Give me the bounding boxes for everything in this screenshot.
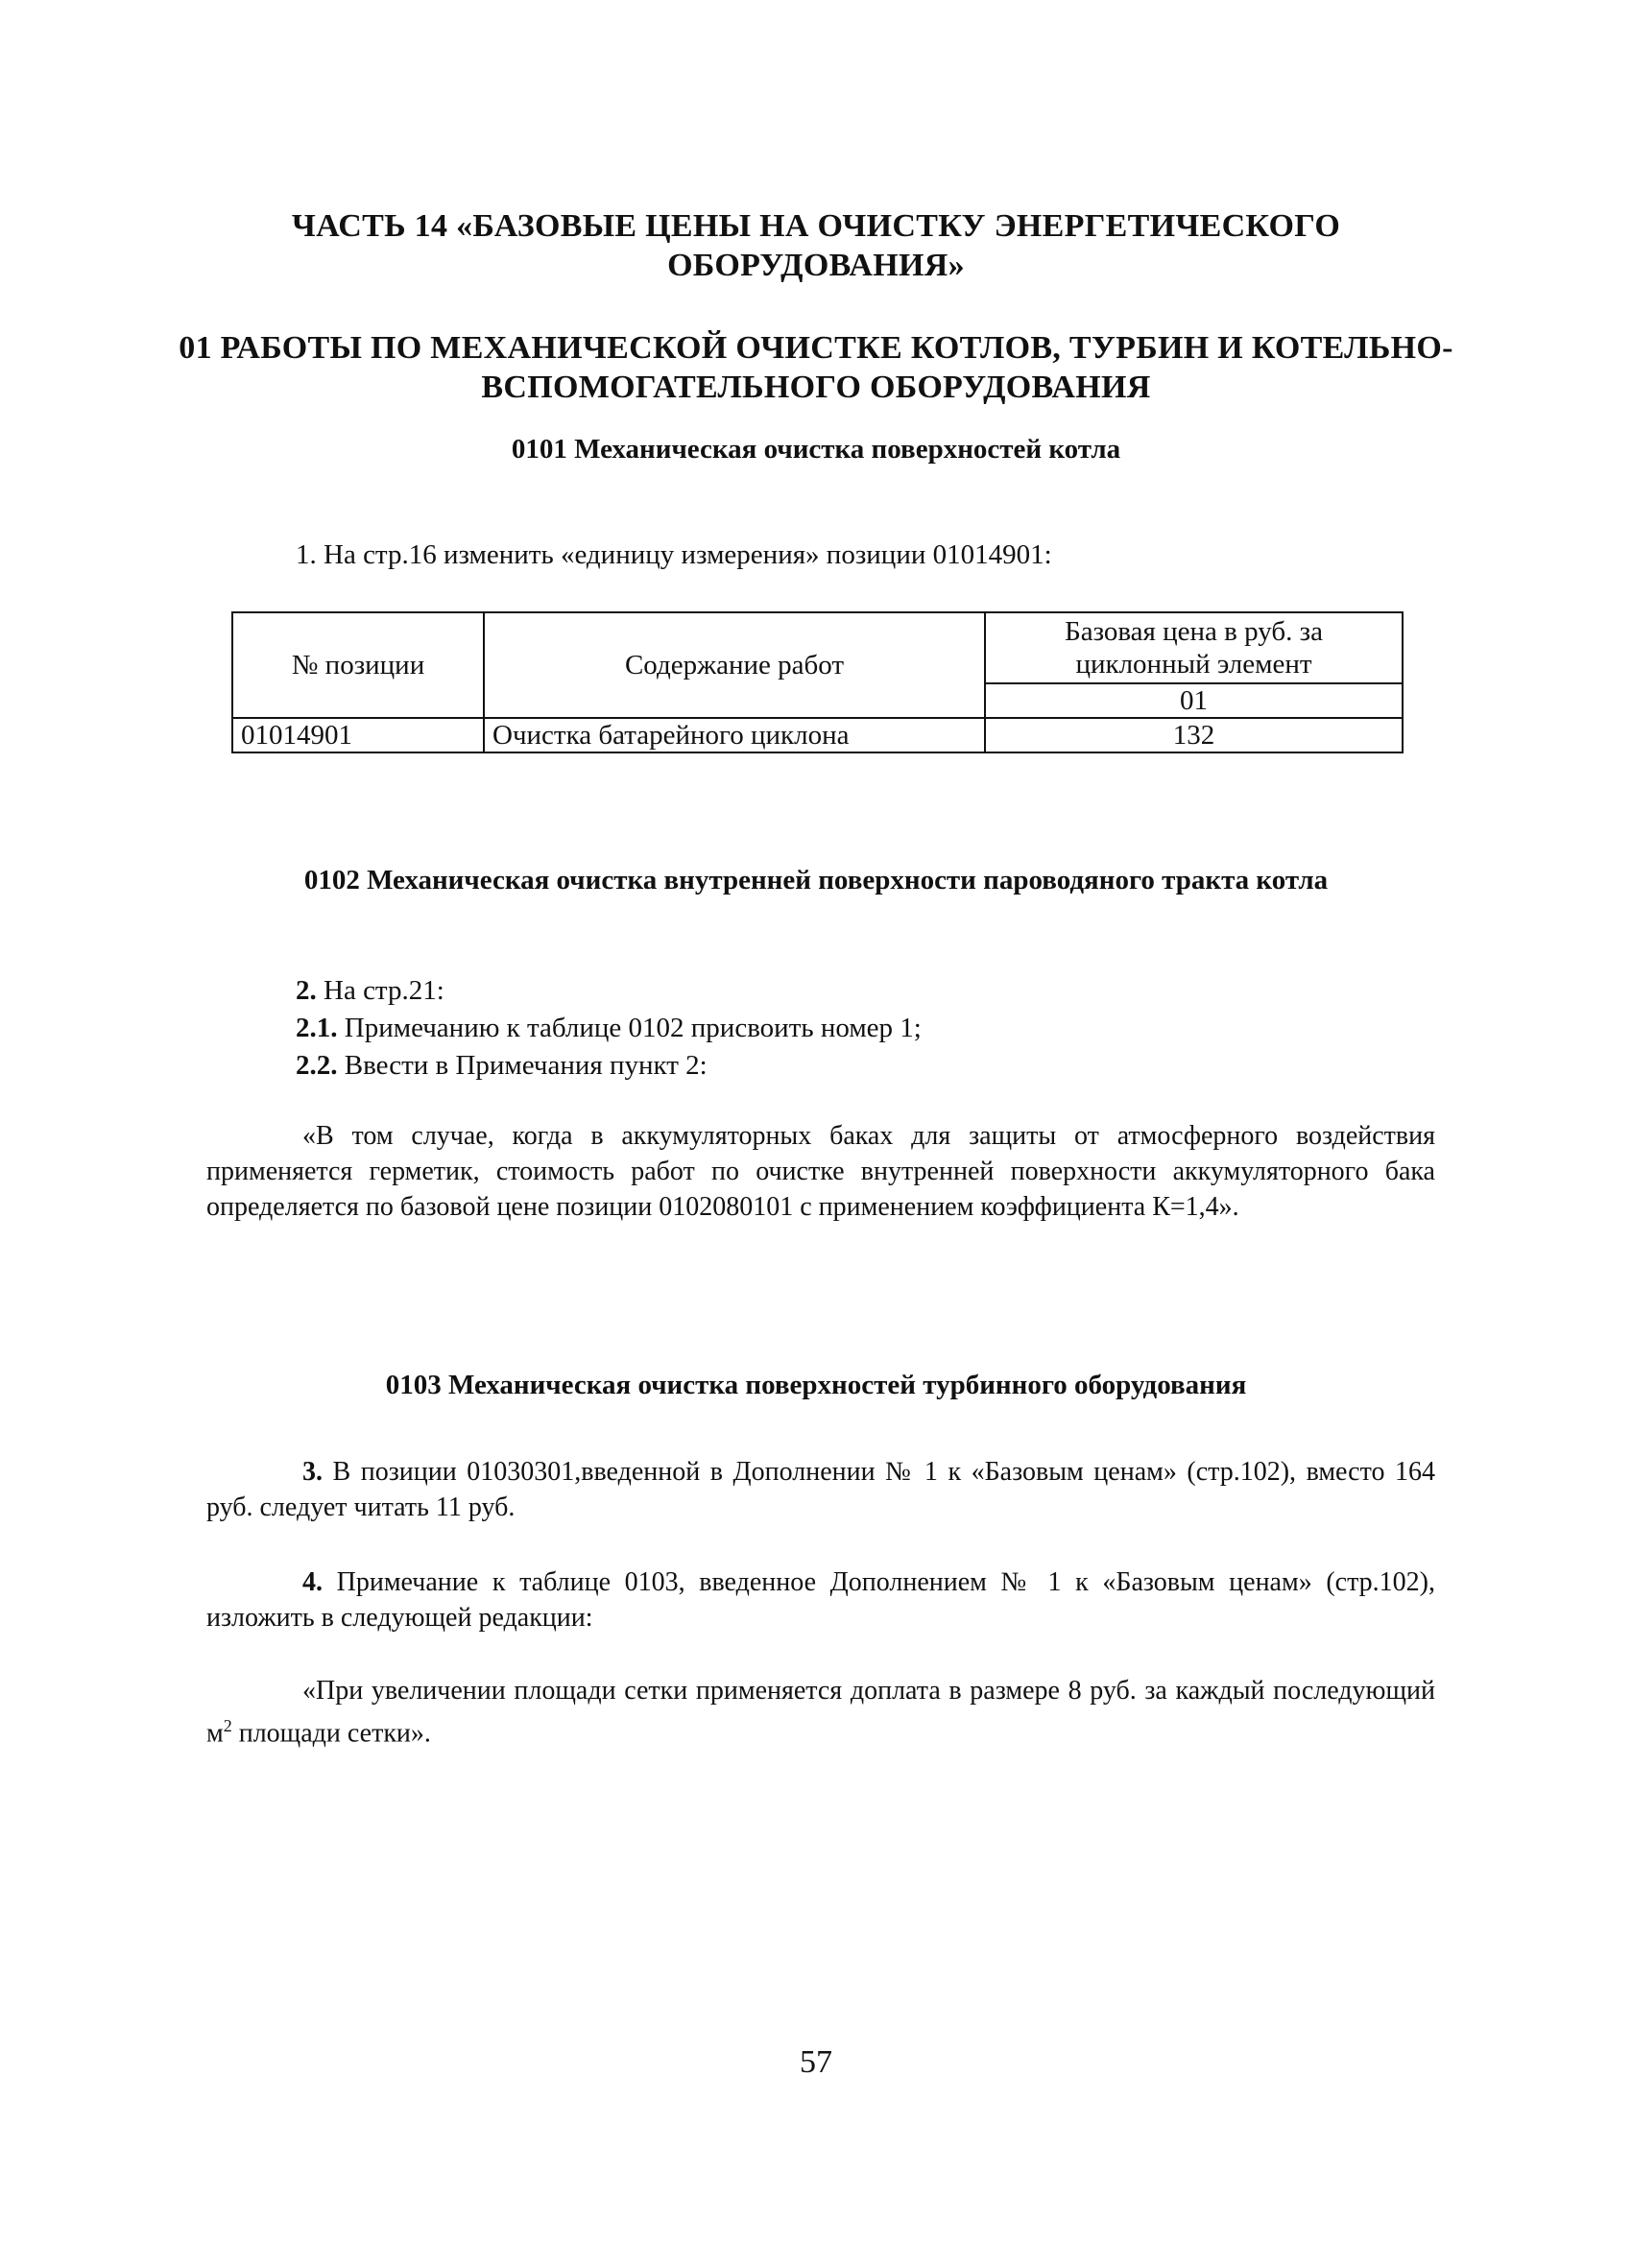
table-header-row: [232, 612, 1403, 683]
header-position-number: № позиции: [232, 612, 484, 718]
item-2-2-number: 2.2.: [296, 1050, 338, 1081]
cell-work-content: Очистка батарейного циклона: [484, 718, 985, 752]
header-base-price: [985, 612, 1403, 683]
item-2-1-number: 2.1.: [296, 1013, 338, 1043]
item-3-text: В позиции 01030301,введенной в Дополнении № 1 к «Базовым ценам» (стр.102), вместо 164 руб. следует читать 11 руб.: [206, 1457, 1435, 1522]
header-base-price-line-1: Базовая цена в руб. за: [1065, 616, 1323, 647]
header-price-column-code: 01: [985, 683, 1403, 718]
item-1-text: 1. На стр.16 изменить «единицу измерения» позиции 01014901:: [296, 539, 1052, 570]
table-row: [232, 718, 1403, 752]
item-3-number: 3.: [302, 1457, 323, 1487]
note-0103-quote-part-2: площади сетки».: [231, 1718, 431, 1749]
section-title-line-1: 01 РАБОТЫ ПО МЕХАНИЧЕСКОЙ ОЧИСТКЕ КОТЛОВ, ТУРБИН И КОТЕЛЬНО-: [179, 330, 1453, 366]
note-0103-quote-part-1: «При увеличении площади сетки применяется доплата в размере 8 руб. за каждый последующий м: [206, 1676, 1435, 1749]
item-2-number: 2.: [296, 975, 317, 1006]
cell-base-price: 132: [985, 718, 1403, 752]
header-base-price-line-2: циклонный элемент: [1075, 649, 1312, 680]
part-title-line-2: ОБОРУДОВАНИЯ»: [667, 248, 965, 283]
item-2-1-text: Примечанию к таблице 0102 присвоить номер 1;: [337, 1013, 922, 1043]
item-4-text: Примечание к таблице 0103, введенное Дополнением № 1 к «Базовым ценам» (стр.102), изложить в следующей редакции:: [206, 1567, 1435, 1633]
item-4-number: 4.: [302, 1567, 323, 1597]
item-3-line: [206, 1454, 1435, 1525]
page-number: 57: [800, 2044, 832, 2080]
item-2-2-text: Ввести в Примечания пункт 2:: [337, 1050, 708, 1081]
note-2-quote: [206, 1118, 1435, 1225]
item-4-line: [206, 1564, 1435, 1635]
note-0103-quote-line: [206, 1673, 1435, 1751]
note-0103-quote: [206, 1673, 1435, 1751]
subsection-0101-heading: 0101 Механическая очистка поверхностей котла: [511, 434, 1121, 465]
item-4: [206, 1564, 1435, 1635]
item-3: [206, 1454, 1435, 1525]
subsection-0103-heading: 0103 Механическая очистка поверхностей турбинного оборудования: [385, 1370, 1247, 1400]
item-2-1: [296, 1011, 922, 1045]
section-title-line-2: ВСПОМОГАТЕЛЬНОГО ОБОРУДОВАНИЯ: [481, 370, 1151, 405]
subsection-0102-heading: 0102 Механическая очистка внутренней поверхности пароводяного тракта котла: [303, 865, 1329, 895]
item-2: [296, 973, 444, 1008]
header-work-content: Содержание работ: [484, 612, 985, 718]
cell-position-number: 01014901: [232, 718, 484, 752]
square-superscript: 2: [223, 1716, 232, 1735]
note-2-quote-text: «В том случае, когда в аккумуляторных баках для защиты от атмосферного воздействия применяется герметик, стоимость работ по очистке внутренней поверхности аккумуляторного бака определяется по базовой цене позиции 0102080101 с применением коэффициента К=1,4».: [206, 1121, 1435, 1222]
position-table: [231, 611, 1404, 753]
item-2-text: На стр.21:: [316, 975, 444, 1006]
part-title-line-1: ЧАСТЬ 14 «БАЗОВЫЕ ЦЕНЫ НА ОЧИСТКУ ЭНЕРГЕТИЧЕСКОГО: [291, 208, 1341, 244]
item-2-2: [296, 1048, 708, 1083]
